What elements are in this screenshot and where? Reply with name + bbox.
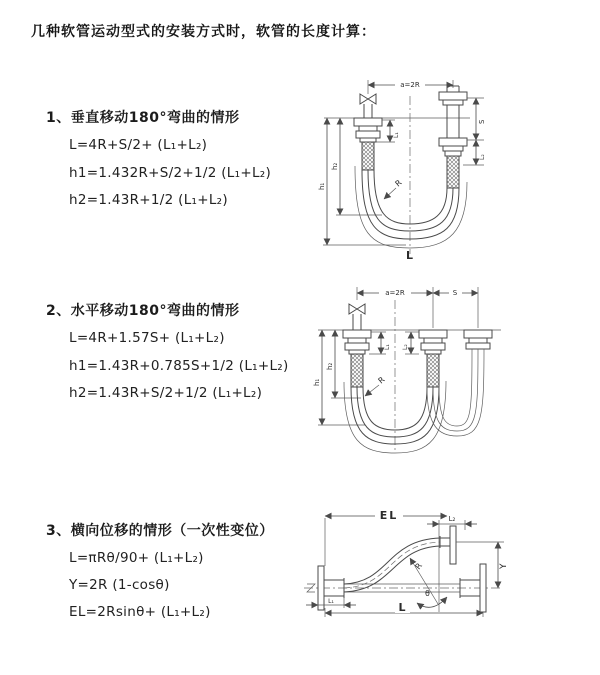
diagram-lateral-displacement — [298, 500, 598, 655]
dim-label-l2: L₂ — [448, 515, 456, 523]
dim-label-y: Y — [499, 563, 509, 569]
section-2-formula-L: L=4R+1.57S+ (L₁+L₂) — [69, 330, 225, 346]
dim-label-l1: L₁ — [384, 344, 391, 350]
dim-label-length: L — [398, 601, 406, 614]
dim-label-l2: L₂ — [402, 344, 409, 350]
dim-label-h2: h₂ — [326, 362, 334, 370]
right-pipe-fitting — [464, 330, 492, 349]
braid-section — [351, 354, 363, 387]
section-2-formula-h2: h2=1.43R+S/2+1/2 (L₁+L₂) — [69, 385, 263, 401]
section-3-formula-L: L=πRθ/90+ (L₁+L₂) — [69, 550, 204, 566]
dim-label-radius: R — [393, 178, 404, 189]
section-3-formula-Y: Y=2R (1-cosθ) — [69, 577, 170, 593]
section-3-heading: 3、横向位移的情形（一次性变位） — [46, 523, 274, 539]
left-pipe-fitting — [343, 330, 371, 387]
dim-label-a2r: a=2R — [400, 81, 420, 89]
dim-label-l1: L₁ — [393, 132, 400, 138]
left-pipe-fitting — [354, 118, 382, 170]
page-title: 几种软管运动型式的安装方式时，软管的长度计算： — [31, 24, 376, 40]
section-1-formula-h2: h2=1.43R+1/2 (L₁+L₂) — [69, 192, 228, 208]
valve-icon — [360, 94, 376, 104]
section-1-formula-h1: h1=1.432R+S/2+1/2 (L₁+L₂) — [69, 165, 272, 181]
diagram-vertical-180-bend — [310, 68, 590, 263]
dim-label-h1: h₁ — [313, 378, 321, 386]
middle-pipe-fitting — [419, 330, 447, 387]
dim-label-h2: h₂ — [331, 162, 339, 170]
diagram-horizontal-180-bend — [305, 282, 595, 457]
braid-section — [427, 354, 439, 387]
dim-label-l1: L₁ — [328, 598, 334, 605]
section-2-formula-h1: h1=1.43R+0.785S+1/2 (L₁+L₂) — [69, 358, 289, 374]
section-2-heading: 2、水平移动180°弯曲的情形 — [46, 303, 240, 319]
dim-label-h1: h₁ — [318, 182, 326, 190]
valve-icon — [349, 304, 365, 314]
dim-label-l2: L₂ — [479, 154, 486, 160]
braid-section — [362, 142, 374, 170]
right-flange-displaced — [440, 526, 456, 564]
dim-label-theta: θ — [425, 589, 430, 598]
braid-section — [447, 156, 459, 188]
dim-label-s: S — [452, 289, 458, 297]
section-1-formula-L: L=4R+S/2+ (L₁+L₂) — [69, 137, 208, 153]
dim-label-a2r: a=2R — [385, 289, 405, 297]
dim-label-s: S — [478, 119, 486, 124]
section-3-formula-EL: EL=2Rsinθ+ (L₁+L₂) — [69, 604, 211, 620]
dim-label-radius: R — [376, 375, 387, 386]
dim-label-radius: R — [413, 561, 425, 572]
dim-label-length: L — [406, 249, 414, 262]
right-pipe-fitting — [439, 86, 467, 188]
section-1-heading: 1、垂直移动180°弯曲的情形 — [46, 110, 240, 126]
dim-label-el: EL — [379, 509, 399, 522]
